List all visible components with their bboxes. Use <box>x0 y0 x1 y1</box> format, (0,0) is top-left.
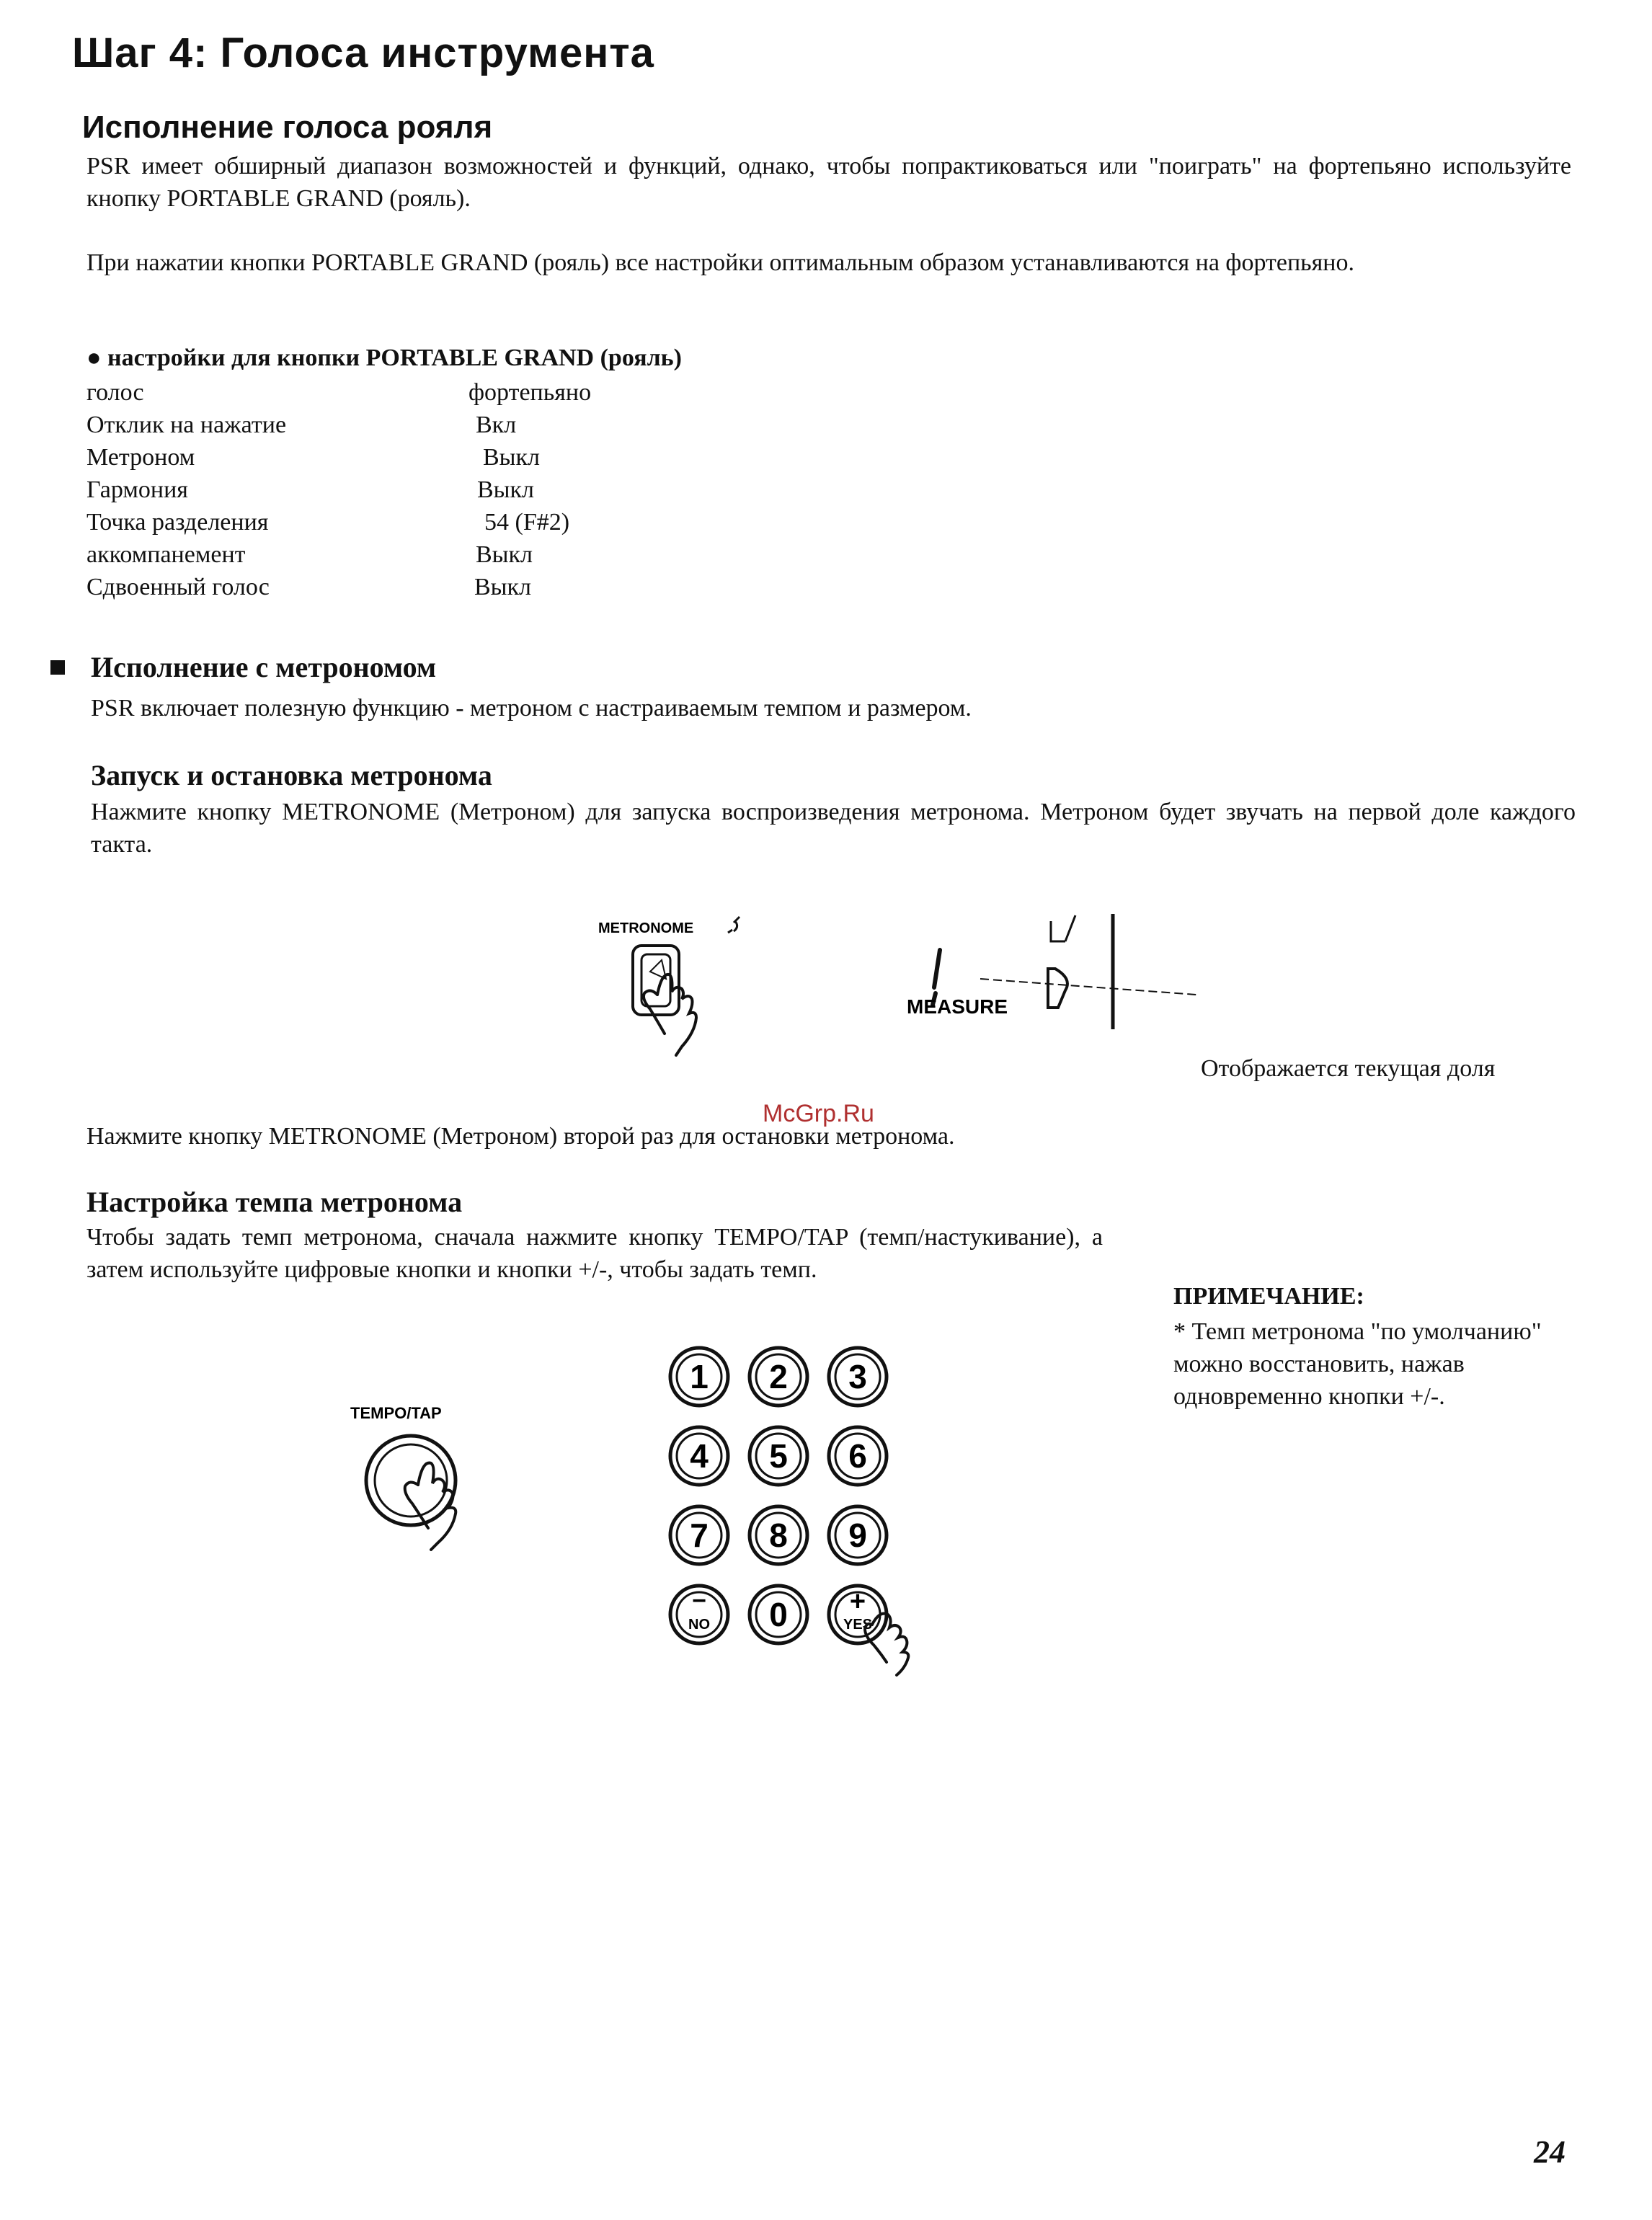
tempo-paragraph: Чтобы задать темп метронома, сначала нажмите кнопку TEMPO/TAP (темп/настукивание), а затем используйте цифровые кнопки и кнопки +/-, чтобы задать темп. <box>86 1224 1103 1283</box>
tempo-button-label: TEMPO/TAP <box>350 1404 442 1422</box>
piano-section-heading: Исполнение голоса рояля <box>82 110 493 145</box>
key-7-label: 7 <box>690 1517 709 1554</box>
setting-key: Отклик на нажатие <box>86 412 287 438</box>
key-0-label: 0 <box>769 1596 788 1633</box>
setting-value: 54 (F#2) <box>484 509 570 536</box>
key-2[interactable] <box>750 1348 807 1406</box>
key-4[interactable] <box>670 1427 728 1485</box>
measure-label: MEASURE <box>907 995 1008 1018</box>
key-3-label: 3 <box>848 1358 867 1395</box>
stop-metronome-paragraph: Нажмите кнопку METRONOME (Метроном) второй раз для остановки метронома. <box>86 1123 955 1150</box>
key-5-label: 5 <box>769 1437 788 1475</box>
setting-value: Выкл <box>476 541 533 568</box>
settings-row <box>86 474 735 506</box>
key-9-label: 9 <box>848 1517 867 1554</box>
key-6[interactable] <box>829 1427 887 1485</box>
key-9[interactable] <box>829 1506 887 1564</box>
key-0[interactable] <box>750 1586 807 1643</box>
page-number: 24 <box>1534 2134 1566 2170</box>
key-no-label: NO <box>688 1617 710 1633</box>
settings-row <box>86 538 735 571</box>
settings-row <box>86 506 735 538</box>
settings-list-title: ● настройки для кнопки PORTABLE GRAND (рояль) <box>86 345 682 371</box>
metronome-section-heading: Исполнение с метрономом <box>91 651 437 683</box>
setting-value: Выкл <box>477 476 535 503</box>
metronome-button-illustration <box>591 914 750 1065</box>
settings-row <box>86 409 735 441</box>
setting-value: фортепьяно <box>468 379 592 406</box>
start-stop-heading: Запуск и остановка метронома <box>91 759 492 791</box>
metronome-note-icon <box>728 917 740 933</box>
hand-palm-icon <box>644 990 665 1034</box>
key-8-label: 8 <box>769 1517 788 1554</box>
setting-key: голос <box>86 379 144 406</box>
piano-settings-paragraph: При нажатии кнопки PORTABLE GRAND (рояль) все настройки оптимальным образом устанавливаются на фортепьяно. <box>86 249 1354 276</box>
beat-arrow-icon <box>1048 969 1067 1008</box>
settings-row <box>86 571 735 603</box>
key-5[interactable] <box>750 1427 807 1485</box>
beat-indicator-icon <box>1051 915 1075 941</box>
key-2-label: 2 <box>769 1358 788 1395</box>
key-4-label: 4 <box>690 1437 709 1475</box>
setting-key: Гармония <box>86 476 188 503</box>
key-3[interactable] <box>829 1348 887 1406</box>
metronome-button-inner <box>641 954 670 1006</box>
metronome-intro-paragraph: PSR включает полезную функцию - метроном с настраиваемым темпом и размером. <box>91 695 972 722</box>
setting-key: Точка разделения <box>86 509 269 536</box>
measure-digit-segment <box>934 950 940 987</box>
numeric-keypad-illustration <box>656 1341 959 1679</box>
setting-key: Метроном <box>86 444 195 471</box>
metronome-button-label: METRONOME <box>598 920 694 936</box>
setting-key: Сдвоенный голос <box>86 574 270 600</box>
current-beat-caption: Отображается текущая доля <box>1201 1055 1496 1082</box>
measure-display-illustration <box>894 907 1211 1044</box>
setting-value: Выкл <box>474 574 532 600</box>
key-minus-no[interactable] <box>670 1586 728 1643</box>
hand-palm-icon <box>405 1482 428 1528</box>
setting-value: Выкл <box>483 444 541 471</box>
section-bullet-icon <box>50 660 65 675</box>
start-stop-paragraph: Нажмите кнопку METRONOME (Метроном) для запуска воспроизведения метронома. Метроном будет звучать на первой доле каждого такта. <box>91 799 1576 858</box>
key-1[interactable] <box>670 1348 728 1406</box>
piano-intro-paragraph: PSR имеет обширный диапазон возможностей и функций, однако, чтобы попрактиковаться или "поиграть" на фортепьяно используйте кнопку PORTABLE GRAND (рояль). <box>86 153 1571 212</box>
key-plus-label: + <box>849 1586 866 1617</box>
key-minus-label: − <box>692 1587 706 1615</box>
pointer-leader-line <box>980 979 1196 995</box>
key-8[interactable] <box>750 1506 807 1564</box>
tempo-heading: Настройка темпа метронома <box>86 1186 463 1218</box>
tempo-button-illustration <box>339 1398 505 1557</box>
note-title: ПРИМЕЧАНИЕ: <box>1173 1283 1364 1310</box>
key-7[interactable] <box>670 1506 728 1564</box>
page-title: Шаг 4: Голоса инструмента <box>72 30 654 76</box>
watermark-text: McGrp.Ru <box>763 1100 874 1127</box>
settings-row <box>86 376 735 409</box>
key-yes-label: YES <box>843 1617 873 1633</box>
setting-value: Вкл <box>476 412 517 438</box>
setting-key: аккомпанемент <box>86 541 246 568</box>
note-text: * Темп метронома "по умолчанию" можно восстановить, нажав одновременно кнопки +/-. <box>1173 1318 1542 1410</box>
settings-row <box>86 441 735 474</box>
key-1-label: 1 <box>690 1358 709 1395</box>
key-6-label: 6 <box>848 1437 867 1475</box>
